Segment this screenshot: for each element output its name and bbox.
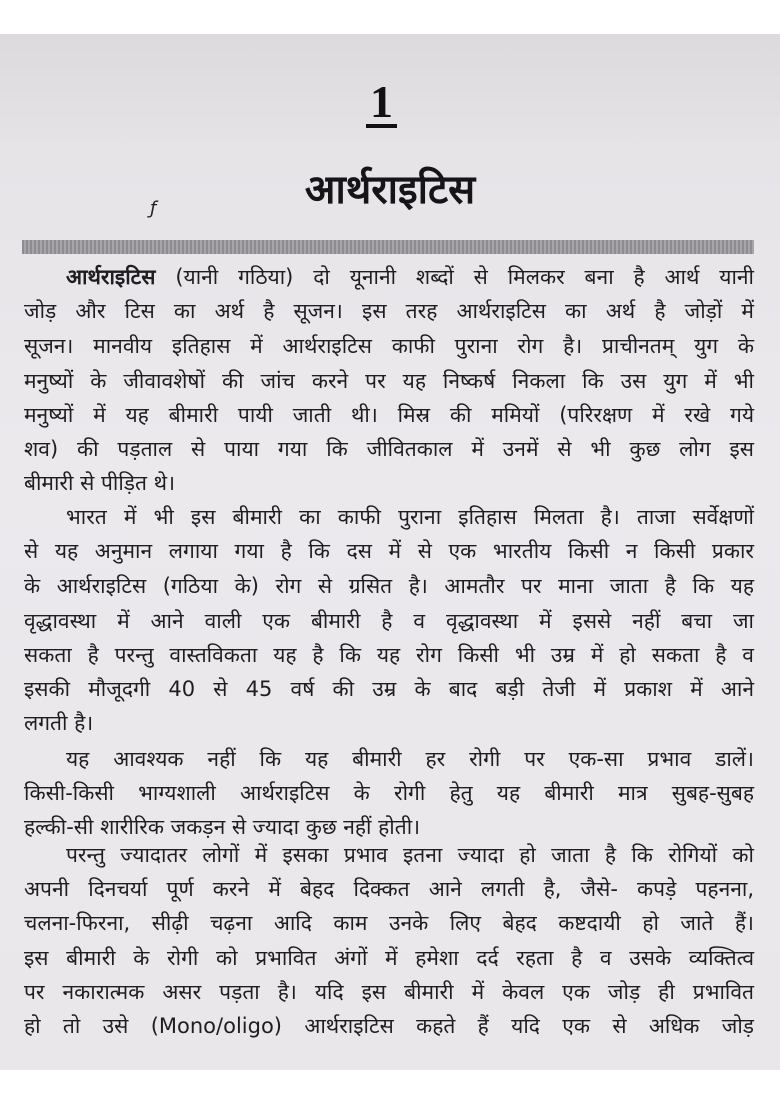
line-text: मनुष्यों में यह बीमारी पायी जाती थी। मिस्र की ममियों (परिरक्षण में रखे गये <box>24 403 754 427</box>
line-text: यह आवश्यक नहीं कि यह बीमारी हर रोगी पर एक-सा प्रभाव डालें। <box>66 747 754 771</box>
paragraph-4-line <box>24 1011 754 1041</box>
paragraph-4-line <box>66 840 754 870</box>
line-text: के आर्थराइटिस (गठिया के) रोग से ग्रसित है। आमतौर पर माना जाता है कि यह <box>24 574 754 598</box>
line-text: लगती है। <box>24 711 94 735</box>
line-text: किसी-किसी भाग्यशाली आर्थराइटिस के रोगी हेतु यह बीमारी मात्र सुबह-सुबह <box>24 781 754 805</box>
paragraph-1-line <box>24 400 754 430</box>
line-text: (यानी गठिया) दो यूनानी शब्दों से मिलकर बना है आर्थ यानी <box>155 265 754 289</box>
line-text: से यह अनुमान लगाया गया है कि दस में से एक भारतीय किसी न किसी प्रकार <box>24 539 754 563</box>
paragraph-2-line <box>24 640 754 670</box>
line-text: वृद्धावस्था में आने वाली एक बीमारी है व वृद्धावस्था में इससे नहीं बचा जा <box>24 609 754 633</box>
paragraph-2-line <box>66 502 754 532</box>
paragraph-1-line <box>24 468 754 498</box>
paragraph-1-line <box>24 331 754 361</box>
paragraph-4-line <box>24 943 754 973</box>
paragraph-4-line <box>24 908 754 938</box>
title-divider <box>22 240 754 254</box>
line-text: चलना-फिरना, सीढ़ी चढ़ना आदि काम उनके लिए बेहद कष्टदायी हो जाते हैं। <box>24 911 754 935</box>
paragraph-3-line <box>66 744 754 774</box>
paragraph-3-line <box>24 778 754 808</box>
line-text: इसकी मौजूदगी 40 से 45 वर्ष की उम्र के बाद बड़ी तेजी में प्रकाश में आने <box>24 677 754 701</box>
line-text: इस बीमारी के रोगी को प्रभावित अंगों में हमेशा दर्द रहता है व उसके व्यक्तित्व <box>24 946 754 970</box>
paragraph-2-line <box>24 674 754 704</box>
paragraph-4-line <box>24 977 754 1007</box>
paragraph-2-line <box>24 708 754 738</box>
paragraph-3-line <box>24 812 754 842</box>
paragraph-1-line <box>24 434 754 464</box>
line-text: जोड़ और टिस का अर्थ है सूजन। इस तरह आर्थराइटिस का अर्थ है जोड़ों में <box>24 299 754 323</box>
line-text: सूजन। मानवीय इतिहास में आर्थराइटिस काफी पुराना रोग है। प्राचीनतम् युग के <box>24 334 754 358</box>
line-text: पर नकारात्मक असर पड़ता है। यदि इस बीमारी में केवल एक जोड़ ही प्रभावित <box>24 980 754 1004</box>
line-text: सकता है परन्तु वास्तविकता यह है कि यह रोग किसी भी उम्र में हो सकता है व <box>24 643 754 667</box>
chapter-title: आर्थराइटिस <box>304 167 476 213</box>
paragraph-2-line <box>24 536 754 566</box>
paragraph-1-line <box>24 366 754 396</box>
paragraph-2-line <box>24 571 754 601</box>
paragraph-4-line <box>24 874 754 904</box>
line-text: बीमारी से पीड़ित थे। <box>24 471 176 495</box>
lead-word: आर्थराइटिस <box>66 265 156 289</box>
line-text: परन्तु ज्यादातर लोगों में इसका प्रभाव इतना ज्यादा हो जाता है कि रोगियों को <box>66 843 754 867</box>
line-text: हल्की-सी शारीरिक जकड़न से ज्यादा कुछ नहीं होती। <box>24 815 421 839</box>
line-text: हो तो उसे (Mono/oligo) आर्थराइटिस कहते हैं यदि एक से अधिक जोड़ <box>24 1014 754 1038</box>
line-text: मनुष्यों के जीवावशेषों की जांच करने पर यह निष्कर्ष निकला कि उस युग में भी <box>24 369 754 393</box>
paragraph-1-line <box>24 296 754 326</box>
paragraph-1-line <box>66 262 754 292</box>
paragraph-2-line <box>24 606 754 636</box>
line-text: अपनी दिनचर्या पूर्ण करने में बेहद दिक्कत आने लगती है, जैसे- कपड़े पहनना, <box>24 877 754 901</box>
line-text: भारत में भी इस बीमारी का काफी पुराना इतिहास मिलता है। ताजा सर्वेक्षणों <box>66 505 754 529</box>
line-text: शव) की पड़ताल से पाया गया कि जीवितकाल में उनमें से भी कुछ लोग इस <box>24 437 754 461</box>
chapter-number: 1 <box>366 80 397 128</box>
ink-mark: ƒ <box>150 198 157 219</box>
